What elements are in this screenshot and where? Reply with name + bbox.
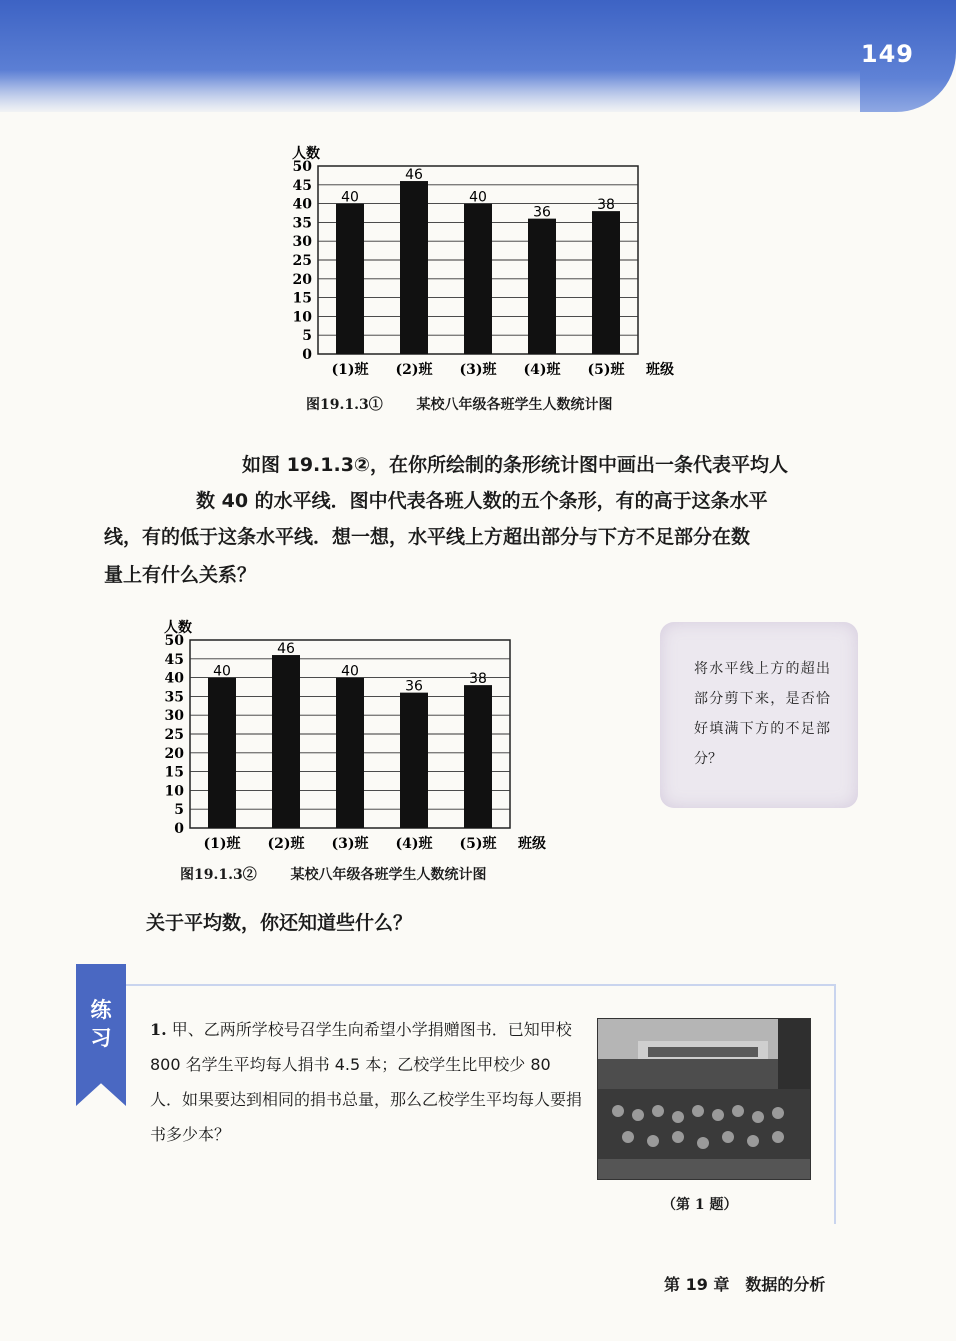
- figure2-caption-number: 图19.1.3②: [180, 867, 257, 883]
- chart1-y-tick-label: 15: [292, 290, 312, 307]
- chart2-y-tick-label: 30: [164, 708, 184, 725]
- chart2-x-tick-label: (3)班: [331, 836, 369, 852]
- photo-illustration: [598, 1019, 810, 1179]
- chart1-x-tick-label: (4)班: [523, 362, 561, 378]
- chart1-bar-4: [528, 219, 556, 354]
- figure1-caption-title: 某校八年级各班学生人数统计图: [416, 397, 613, 413]
- chart2-bar-value-label: 40: [341, 663, 359, 680]
- photo-caption: （第 1 题）: [662, 1197, 738, 1213]
- footer-chapter: 第 19 章 数据的分析: [664, 1275, 826, 1294]
- figure1-caption: [306, 394, 612, 414]
- exercise-1: [150, 1012, 586, 1152]
- question-text: 关于平均数，你还知道些什么？: [146, 912, 413, 934]
- practice-tag-label: 练习: [90, 998, 112, 1050]
- figure2-caption-title: 某校八年级各班学生人数统计图: [290, 867, 487, 883]
- chart1-y-tick-label: 20: [292, 271, 312, 288]
- chart2-y-tick-label: 20: [164, 745, 184, 762]
- chart2-y-tick-label: 10: [164, 783, 184, 800]
- donation-photo: [597, 1018, 811, 1180]
- chart1-bar-value-label: 36: [533, 204, 551, 221]
- chart1-bar-value-label: 40: [469, 189, 487, 206]
- chart1-x-tick-label: (3)班: [459, 362, 497, 378]
- chart1-y-tick-label: 30: [292, 234, 312, 251]
- chart1-y-axis-label: 人数: [292, 146, 320, 162]
- chart2-bar-value-label: 36: [405, 678, 423, 695]
- bar-chart-1: [280, 134, 690, 382]
- chart2-bar-value-label: 46: [277, 641, 295, 658]
- chart1-bar-5: [592, 211, 620, 354]
- figure2-caption: [180, 864, 486, 884]
- chart2-bar-3: [336, 678, 364, 828]
- chart1-y-tick-label: 40: [292, 196, 312, 213]
- chart1-bar-2: [400, 181, 428, 354]
- page-number: 149: [860, 40, 914, 68]
- chart1-y-tick-label: 50: [292, 159, 312, 175]
- chart2-y-tick-label: 15: [164, 764, 184, 781]
- bar-chart-1-svg: [280, 134, 690, 382]
- chart2-y-axis-label: 人数: [164, 620, 192, 636]
- paragraph-line-3: 线，有的低于这条水平线．想一想，水平线上方超出部分与下方不足部分在数: [104, 526, 751, 548]
- chart1-x-tick-label: (1)班: [331, 362, 369, 378]
- chart1-y-tick-label: 5: [302, 328, 312, 345]
- chart2-bar-1: [208, 678, 236, 828]
- chart1-y-tick-label: 45: [292, 177, 312, 194]
- chart1-bar-value-label: 40: [341, 189, 359, 206]
- chart2-x-axis-label: 班级: [518, 836, 546, 852]
- chart1-x-tick-label: (5)班: [587, 362, 625, 378]
- chart2-bar-4: [400, 693, 428, 828]
- chart2-y-tick-label: 35: [164, 689, 184, 706]
- figure1-caption-number: 图19.1.3①: [306, 397, 383, 413]
- chart1-bar-3: [464, 204, 492, 354]
- chart1-y-tick-label: 10: [292, 309, 312, 326]
- chart2-y-tick-label: 0: [174, 821, 184, 837]
- chart2-y-tick-label: 50: [164, 633, 184, 649]
- chart2-y-tick-label: 45: [164, 651, 184, 668]
- chart1-y-tick-label: 35: [292, 215, 312, 232]
- chart2-x-tick-label: (4)班: [395, 836, 433, 852]
- chart1-bar-value-label: 38: [597, 197, 615, 214]
- bar-chart-2: [152, 608, 562, 856]
- chart1-x-tick-label: (2)班: [395, 362, 433, 378]
- exercise-text: 甲、乙两所学校号召学生向希望小学捐赠图书．已知甲校 800 名学生平均每人捐书 4.5 本；乙校学生比甲校少 80 人．如果要达到相同的捐书总量，那么乙校学生平均每人要捐书多少本？: [150, 1020, 583, 1144]
- exercise-number: 1.: [150, 1020, 167, 1039]
- chart2-bar-5: [464, 685, 492, 828]
- chart2-x-tick-label: (2)班: [267, 836, 305, 852]
- paragraph-line-1: 如图 19.1.3②，在你所绘制的条形统计图中画出一条代表平均人: [242, 454, 789, 476]
- chart2-y-tick-label: 5: [174, 802, 184, 819]
- chart1-x-axis-label: 班级: [646, 362, 674, 378]
- paragraph-line-2: 数 40 的水平线．图中代表各班人数的五个条形，有的高于这条水平: [196, 490, 768, 512]
- chart2-bar-2: [272, 655, 300, 828]
- chart2-x-tick-label: (1)班: [203, 836, 241, 852]
- chart1-y-tick-label: 25: [292, 253, 312, 269]
- chart1-bar-value-label: 46: [405, 167, 423, 184]
- chart2-y-tick-label: 40: [164, 670, 184, 687]
- chart1-y-tick-label: 0: [302, 347, 312, 363]
- chart2-bar-value-label: 38: [469, 671, 487, 688]
- chart2-y-tick-label: 25: [164, 727, 184, 743]
- chart1-bar-1: [336, 204, 364, 354]
- paragraph-line-4: 量上有什么关系？: [104, 564, 257, 586]
- bar-chart-2-svg: [152, 608, 562, 856]
- chart2-x-tick-label: (5)班: [459, 836, 497, 852]
- chart2-bar-value-label: 40: [213, 663, 231, 680]
- side-note-text: 将水平线上方的超出部分剪下来，是否恰好填满下方的不足部分？: [694, 661, 830, 767]
- header-fade: [0, 70, 860, 116]
